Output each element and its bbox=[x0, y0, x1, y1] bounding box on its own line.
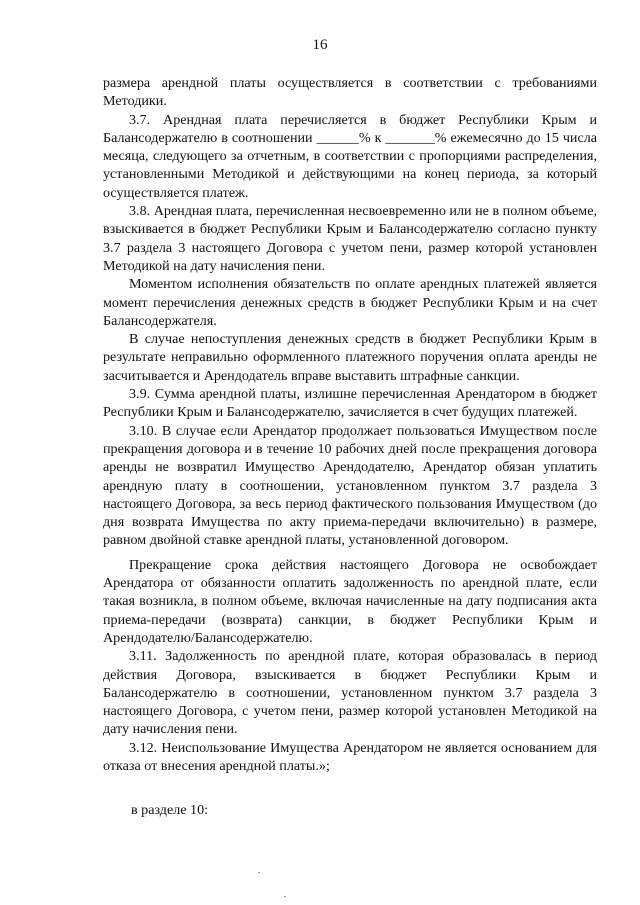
paragraph-termination: Прекращение срока действия настоящего Договора не освобождает Арендатора от обязанности оплатить задолженность по арендной плате, если такая возникла, в полном объеме, включая начисленные на дату подписания акта приема-передачи (возврата) санкции, в бюджет Республики Крым и Арендодателю/Балансодержателю. bbox=[103, 556, 597, 646]
paragraph-3-11: 3.11. Задолженность по арендной плате, которая образовалась в период действия Договора, взыскивается в бюджет Республики Крым и Балансодержателю в соотношении, установленном пунктом 3.7 раздела 3 настоящего Договора, с учетом пени, размер которой установлен Методикой на дату начисления пени. bbox=[103, 648, 597, 738]
paragraph-3-12: 3.12. Неиспользование Имущества Арендатором не является основанием для отказа от внесения арендной платы.»; bbox=[103, 739, 597, 774]
paragraph-3-7: 3.7. Арендная плата перечисляется в бюджет Республики Крым и Балансодержателю в соотношении ______% к _______% ежемесячно до 15 числа месяца, следующего за отчетным, в соответствии с пропорциями распределения, установленными Методикой и действующими на конец периода, за который осуществляется платеж. bbox=[103, 111, 597, 201]
paragraph-3-10: 3.10. В случае если Арендатор продолжает пользоваться Имуществом после прекращения договора и в течение 10 рабочих дней после прекращения договора аренды не возвратил Имущество Арендодателю, Арендатор обязан уплатить арендную плату в соотношении, установленном пунктом 3.7 раздела 3 настоящего Договора, за весь период фактического пользования Имуществом (до дня возврата Имущества по акту приема-передачи включительно) в размере, равном двойной ставке арендной платы, установленной договором. bbox=[103, 422, 597, 549]
paragraph-continuation: размера арендной платы осуществляется в соответствии с требованиями Методики. bbox=[103, 75, 597, 110]
paragraph-payment-moment: Моментом исполнения обязательств по оплате арендных платежей является момент перечисления денежных средств в бюджет Республики Крым и на счет Балансодержателя. bbox=[103, 276, 597, 329]
scan-speck bbox=[284, 896, 286, 897]
paragraph-3-8: 3.8. Арендная плата, перечисленная несвоевременно или не в полном объеме, взыскивается в бюджет Республики Крым и Балансодержателю согласно пункту 3.7 раздела 3 настоящего Договора с учетом пени, размер которой установлен Методикой на дату начисления пени. bbox=[103, 203, 597, 274]
scan-speck bbox=[258, 872, 260, 873]
document-body bbox=[103, 74, 597, 775]
section-reference: в разделе 10: bbox=[131, 802, 209, 818]
paragraph-3-9: 3.9. Сумма арендной платы, излишне перечисленная Арендатором в бюджет Республики Крым и Балансодержателю, зачисляется в счет будущих платежей. bbox=[103, 386, 597, 421]
paragraph-non-receipt: В случае непоступления денежных средств в бюджет Республики Крым в результате неправильно оформленного платежного поручения оплата аренды не засчитывается и Арендодатель вправе выставить штрафные санкции. bbox=[103, 331, 597, 384]
page-number: 16 bbox=[312, 37, 328, 53]
